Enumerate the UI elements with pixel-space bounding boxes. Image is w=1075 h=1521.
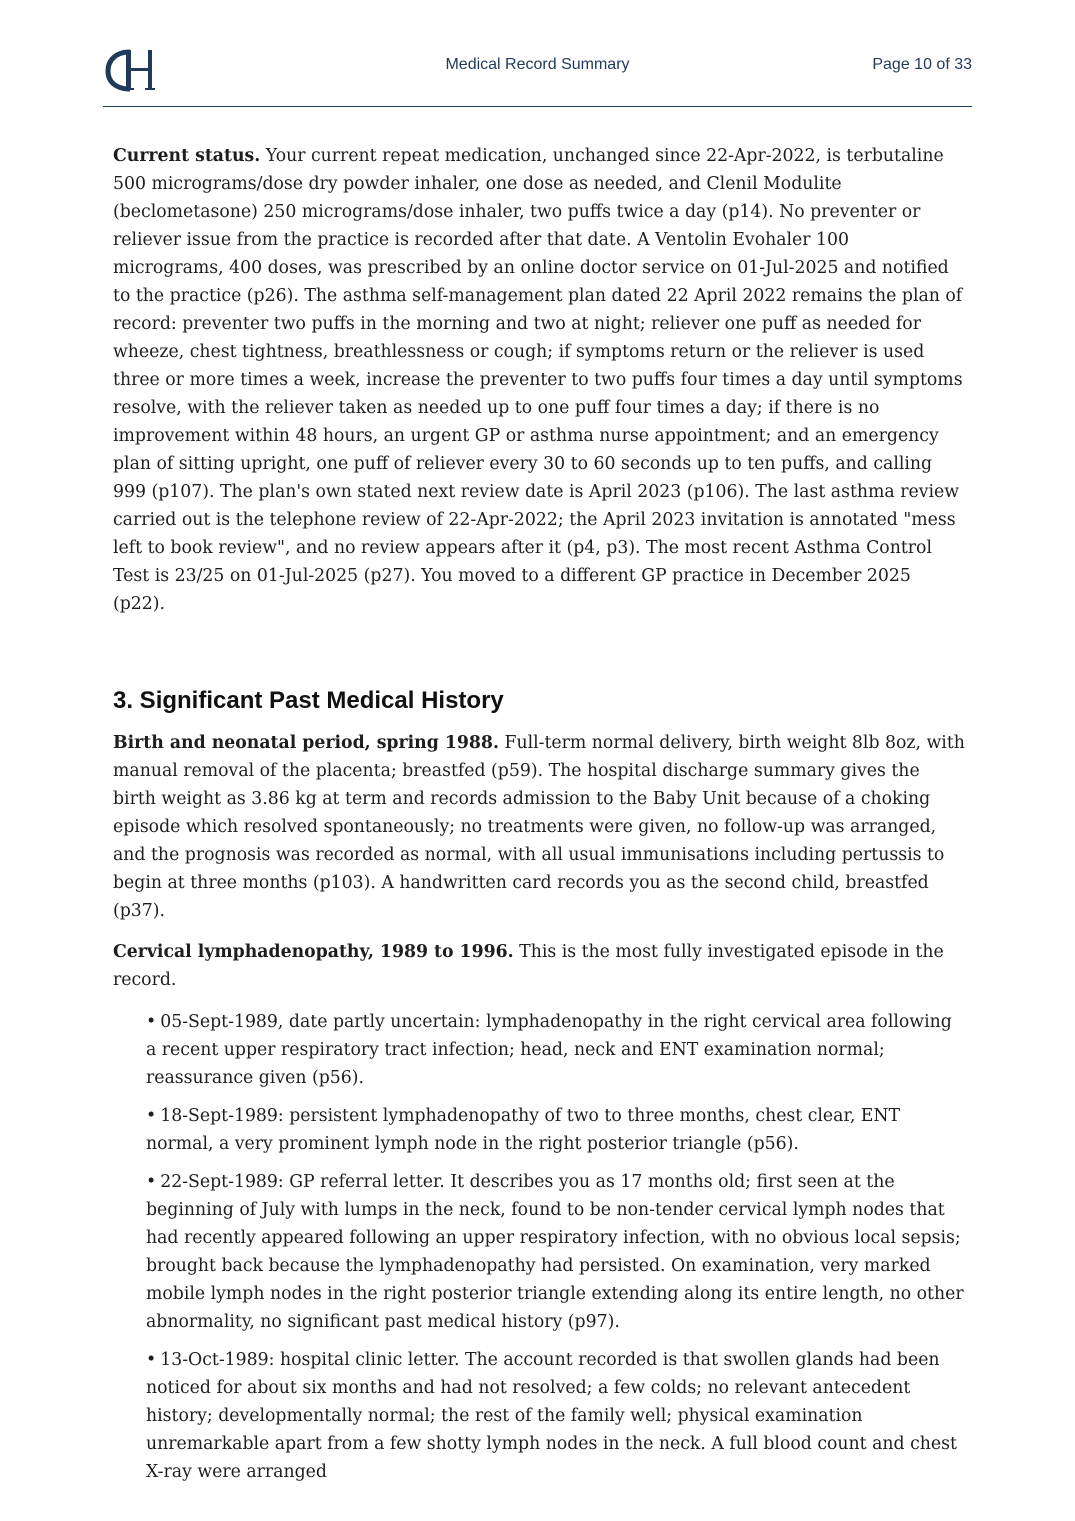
section-heading: 3. Significant Past Medical History (113, 687, 504, 714)
bullet-list (113, 1008, 965, 1486)
bullet-mark: • (146, 1350, 157, 1370)
list-item (146, 1168, 965, 1336)
bullet-mark: • (146, 1012, 157, 1032)
document-title: Medical Record Summary (445, 56, 630, 73)
bullet-mark: • (146, 1106, 157, 1126)
header-divider (103, 106, 972, 107)
list-item (146, 1008, 965, 1092)
lymph-timeline (113, 1008, 965, 1486)
lymph-lead: Cervical lymphadenopathy, 1989 to 1996. (113, 942, 514, 962)
list-item (146, 1102, 965, 1158)
section-spacer (113, 631, 965, 685)
list-item-text: 13-Oct-1989: hospital clinic letter. The account recorded is that swollen glands had been noticed for about six months and had not resolved; a few colds; no relevant antecedent history; developmentally normal; the rest of the family well; physical examination unremarkable apart from a few shotty lymph nodes in the neck. A full blood count and chest X-ray were arranged (146, 1350, 957, 1482)
lymph-text: This is the most fully investigated episode in the record. (113, 942, 944, 990)
birth-paragraph (113, 729, 965, 925)
birth-lead: Birth and neonatal period, spring 1988. (113, 733, 499, 753)
list-item (146, 1346, 965, 1486)
main-content (113, 142, 965, 1496)
page-number: Page 10 of 33 (872, 56, 972, 73)
list-item-text: 05-Sept-1989, date partly uncertain: lymphadenopathy in the right cervical area following a recent upper respiratory tract infection; head, neck and ENT examination normal; reassurance given (p56). (146, 1012, 952, 1088)
birth-text: Full-term normal delivery, birth weight 8lb 8oz, with manual removal of the placenta; breastfed (p59). The hospital discharge summary gives the birth weight as 3.86 kg at term and records admission to the Baby Unit because of a choking episode which resolved spontaneously; no treatments were given, no follow-up was arranged, and the prognosis was recorded as normal, with all usual immunisations including pertussis to begin at three months (p103). A handwritten card records you as the second child, breastfed (p37). (113, 733, 965, 921)
list-item-text: 22-Sept-1989: GP referral letter. It describes you as 17 months old; first seen at the beginning of July with lumps in the neck, found to be non-tender cervical lymph nodes that had recently appeared following an upper respiratory infection, with no obvious local sepsis; brought back because the lymphadenopathy had persisted. On examination, very marked mobile lymph nodes in the right posterior triangle extending along its entire length, no other abnormality, no significant past medical history (p97). (146, 1172, 964, 1332)
lymph-paragraph (113, 938, 965, 994)
current-status-text: Your current repeat medication, unchanged since 22-Apr-2022, is terbutaline 500 micrograms/dose dry powder inhaler, one dose as needed, and Clenil Modulite (beclometasone) 250 micrograms/dose inhaler, two puffs twice a day (p14). No preventer or reliever issue from the practice is recorded after that date. A Ventolin Evohaler 100 micrograms, 400 doses, was prescribed by an online doctor service on 01-Jul-2025 and notified to the practice (p26). The asthma self-management plan dated 22 April 2022 remains the plan of record: preventer two puffs in the morning and two at night; reliever one puff as needed for wheeze, chest tightness, breathlessness or cough; if symptoms return or the reliever is used three or more times a week, increase the preventer to two puffs four times a day until symptoms resolve, with the reliever taken as needed up to one puff four times a day; if there is no improvement within 48 hours, an urgent GP or asthma nurse appointment; and an emergency plan of sitting upright, one puff of reliever every 30 to 60 seconds up to ten puffs, and calling 999 (p107). The plan's own stated next review date is April 2023 (p106). The last asthma review carried out is the telephone review of 22-Apr-2022; the April 2023 invitation is annotated "mess left to book review", and no review appears after it (p4, p3). The most recent Asthma Control Test is 23/25 on 01-Jul-2025 (p27). You moved to a different GP practice in December 2025 (p22). (113, 146, 963, 614)
bullet-mark: • (146, 1172, 157, 1192)
current-status-paragraph (113, 142, 965, 618)
current-status-lead: Current status. (113, 146, 261, 166)
list-item-text: 18-Sept-1989: persistent lymphadenopathy of two to three months, chest clear, ENT normal, a very prominent lymph node in the right posterior triangle (p56). (146, 1106, 901, 1154)
